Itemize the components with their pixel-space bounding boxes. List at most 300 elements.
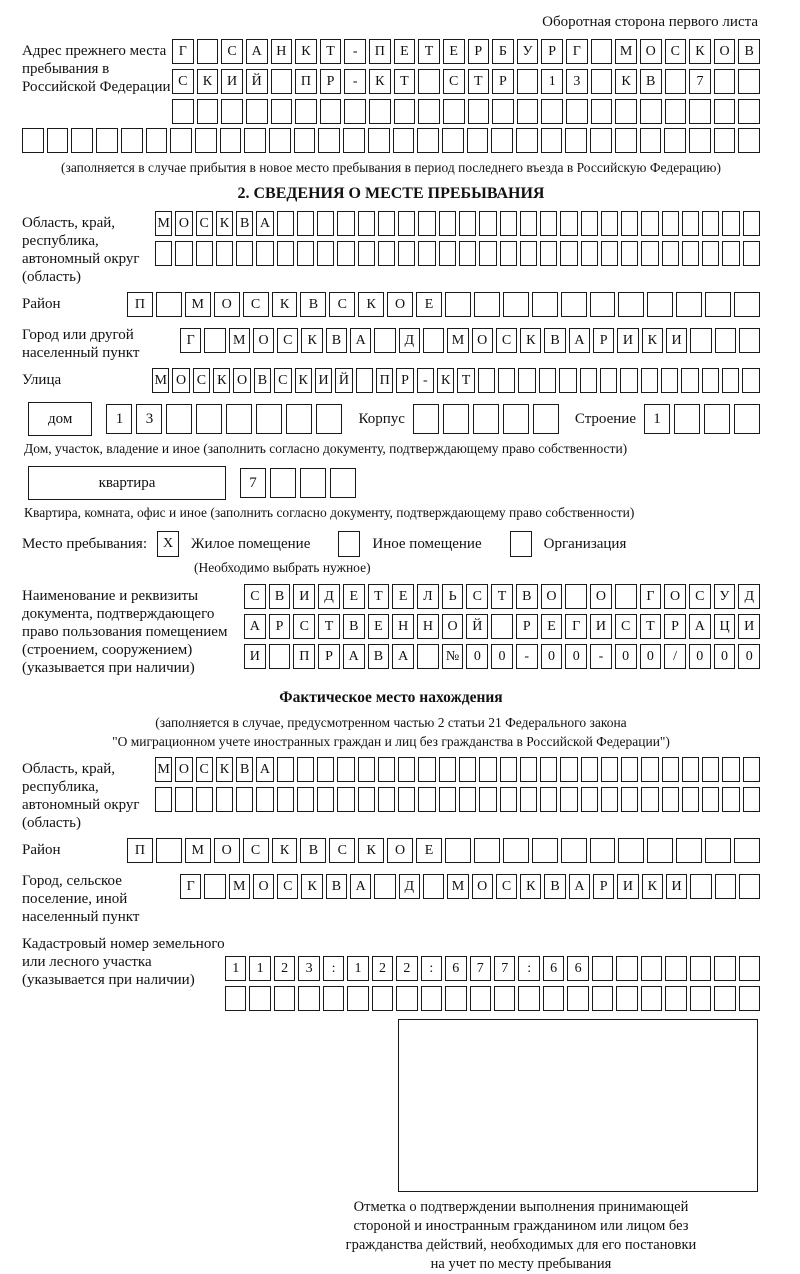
char-box[interactable] <box>459 787 476 812</box>
char-box[interactable] <box>216 787 233 812</box>
char-box[interactable] <box>742 368 759 393</box>
checkbox-residential[interactable]: X <box>157 531 179 557</box>
char-box[interactable] <box>618 292 644 317</box>
char-box[interactable] <box>620 368 637 393</box>
char-box[interactable] <box>714 69 736 94</box>
char-box[interactable] <box>664 128 686 153</box>
char-box[interactable] <box>560 757 577 782</box>
char-box[interactable]: Т <box>318 614 340 639</box>
char-box[interactable]: 0 <box>541 644 563 669</box>
char-box[interactable]: Н <box>417 614 439 639</box>
char-box[interactable]: К <box>358 292 384 317</box>
char-box[interactable]: Д <box>738 584 760 609</box>
char-box[interactable] <box>459 757 476 782</box>
char-box[interactable] <box>601 211 618 236</box>
char-box[interactable] <box>474 292 500 317</box>
char-box[interactable] <box>196 404 222 434</box>
char-box[interactable] <box>704 404 730 434</box>
char-box[interactable]: Н <box>392 614 414 639</box>
char-box[interactable] <box>641 368 658 393</box>
char-box[interactable] <box>372 986 393 1011</box>
char-box[interactable] <box>337 211 354 236</box>
char-box[interactable] <box>581 211 598 236</box>
char-box[interactable]: О <box>664 584 686 609</box>
char-box[interactable]: Р <box>396 368 413 393</box>
char-box[interactable] <box>722 757 739 782</box>
char-box[interactable] <box>520 241 537 266</box>
char-box[interactable] <box>621 757 638 782</box>
char-box[interactable]: Г <box>172 39 194 64</box>
char-box[interactable]: К <box>272 838 298 863</box>
char-box[interactable]: У <box>517 39 539 64</box>
char-box[interactable] <box>295 99 317 124</box>
char-box[interactable]: 1 <box>249 956 270 981</box>
char-box[interactable]: К <box>216 211 233 236</box>
char-box[interactable]: К <box>197 69 219 94</box>
char-box[interactable]: Р <box>492 69 514 94</box>
char-box[interactable] <box>369 99 391 124</box>
char-box[interactable]: Е <box>368 614 390 639</box>
char-box[interactable] <box>22 128 44 153</box>
char-box[interactable]: С <box>665 39 687 64</box>
char-box[interactable] <box>225 986 246 1011</box>
char-box[interactable] <box>439 757 456 782</box>
char-box[interactable] <box>358 787 375 812</box>
char-box[interactable]: К <box>520 328 541 353</box>
char-box[interactable] <box>172 99 194 124</box>
char-box[interactable] <box>641 211 658 236</box>
char-box[interactable]: О <box>172 368 189 393</box>
char-box[interactable] <box>500 757 517 782</box>
char-box[interactable] <box>503 292 529 317</box>
char-box[interactable] <box>621 241 638 266</box>
char-box[interactable]: В <box>326 328 347 353</box>
char-box[interactable] <box>494 986 515 1011</box>
char-box[interactable] <box>298 986 319 1011</box>
char-box[interactable] <box>561 838 587 863</box>
char-box[interactable] <box>682 241 699 266</box>
char-box[interactable] <box>418 787 435 812</box>
char-box[interactable] <box>640 128 662 153</box>
char-box[interactable] <box>297 241 314 266</box>
char-box[interactable]: Т <box>457 368 474 393</box>
char-box[interactable]: У <box>714 584 736 609</box>
char-box[interactable]: К <box>295 368 312 393</box>
char-box[interactable] <box>601 241 618 266</box>
char-box[interactable] <box>500 241 517 266</box>
char-box[interactable] <box>226 404 252 434</box>
char-box[interactable]: К <box>642 874 663 899</box>
char-box[interactable] <box>739 986 760 1011</box>
char-box[interactable] <box>271 99 293 124</box>
char-box[interactable]: Й <box>335 368 352 393</box>
char-box[interactable] <box>256 404 282 434</box>
char-box[interactable] <box>621 787 638 812</box>
char-box[interactable]: Д <box>399 328 420 353</box>
char-box[interactable] <box>662 757 679 782</box>
char-box[interactable] <box>297 757 314 782</box>
char-box[interactable] <box>714 99 736 124</box>
char-box[interactable] <box>71 128 93 153</box>
char-box[interactable] <box>520 211 537 236</box>
char-box[interactable] <box>520 757 537 782</box>
char-box[interactable] <box>540 757 557 782</box>
char-box[interactable] <box>479 757 496 782</box>
char-box[interactable] <box>689 128 711 153</box>
char-box[interactable] <box>702 211 719 236</box>
char-box[interactable]: 7 <box>494 956 515 981</box>
char-box[interactable]: О <box>387 292 413 317</box>
char-box[interactable] <box>478 368 495 393</box>
char-box[interactable] <box>738 69 760 94</box>
char-box[interactable]: 1 <box>644 404 670 434</box>
char-box[interactable]: В <box>516 584 538 609</box>
char-box[interactable]: Д <box>318 584 340 609</box>
char-box[interactable] <box>615 128 637 153</box>
char-box[interactable]: Г <box>180 874 201 899</box>
char-box[interactable]: В <box>236 211 253 236</box>
char-box[interactable] <box>705 838 731 863</box>
char-box[interactable] <box>743 757 760 782</box>
char-box[interactable] <box>518 368 535 393</box>
char-box[interactable]: И <box>315 368 332 393</box>
char-box[interactable] <box>600 368 617 393</box>
char-box[interactable]: Е <box>394 39 416 64</box>
char-box[interactable] <box>358 757 375 782</box>
char-box[interactable] <box>317 241 334 266</box>
char-box[interactable]: / <box>664 644 686 669</box>
char-box[interactable]: - <box>417 368 434 393</box>
char-box[interactable] <box>297 211 314 236</box>
char-box[interactable] <box>421 986 442 1011</box>
char-box[interactable]: О <box>472 874 493 899</box>
char-box[interactable] <box>714 956 735 981</box>
char-box[interactable] <box>641 956 662 981</box>
char-box[interactable]: И <box>738 614 760 639</box>
char-box[interactable]: В <box>544 328 565 353</box>
char-box[interactable] <box>417 644 439 669</box>
char-box[interactable]: А <box>256 211 273 236</box>
char-box[interactable] <box>540 241 557 266</box>
char-box[interactable] <box>317 757 334 782</box>
char-box[interactable]: А <box>343 644 365 669</box>
char-box[interactable] <box>739 956 760 981</box>
char-box[interactable]: С <box>243 838 269 863</box>
char-box[interactable] <box>442 128 464 153</box>
char-box[interactable]: Т <box>320 39 342 64</box>
char-box[interactable] <box>269 128 291 153</box>
char-box[interactable]: О <box>175 757 192 782</box>
char-box[interactable]: И <box>221 69 243 94</box>
char-box[interactable] <box>665 956 686 981</box>
char-box[interactable]: В <box>254 368 271 393</box>
char-box[interactable]: А <box>246 39 268 64</box>
char-box[interactable]: Р <box>593 874 614 899</box>
char-box[interactable] <box>277 787 294 812</box>
char-box[interactable]: Е <box>416 292 442 317</box>
char-box[interactable]: 6 <box>543 956 564 981</box>
char-box[interactable] <box>467 128 489 153</box>
char-box[interactable] <box>277 211 294 236</box>
char-box[interactable]: Л <box>417 584 439 609</box>
char-box[interactable] <box>591 99 613 124</box>
char-box[interactable] <box>256 241 273 266</box>
char-box[interactable]: Р <box>593 328 614 353</box>
char-box[interactable] <box>543 986 564 1011</box>
char-box[interactable] <box>374 328 395 353</box>
char-box[interactable]: Р <box>320 69 342 94</box>
char-box[interactable]: П <box>293 644 315 669</box>
char-box[interactable]: М <box>155 757 172 782</box>
char-box[interactable]: М <box>615 39 637 64</box>
char-box[interactable] <box>197 39 219 64</box>
char-box[interactable]: О <box>233 368 250 393</box>
char-box[interactable] <box>676 292 702 317</box>
char-box[interactable]: Е <box>416 838 442 863</box>
char-box[interactable] <box>641 757 658 782</box>
char-box[interactable] <box>682 787 699 812</box>
char-box[interactable]: В <box>343 614 365 639</box>
char-box[interactable]: С <box>196 757 213 782</box>
char-box[interactable]: Р <box>664 614 686 639</box>
char-box[interactable] <box>640 99 662 124</box>
char-box[interactable]: 0 <box>466 644 488 669</box>
char-box[interactable] <box>277 241 294 266</box>
char-box[interactable] <box>256 787 273 812</box>
char-box[interactable] <box>601 787 618 812</box>
char-box[interactable]: Е <box>443 39 465 64</box>
char-box[interactable] <box>665 69 687 94</box>
char-box[interactable] <box>738 128 760 153</box>
char-box[interactable]: С <box>243 292 269 317</box>
char-box[interactable] <box>470 986 491 1011</box>
char-box[interactable]: 0 <box>615 644 637 669</box>
char-box[interactable] <box>418 757 435 782</box>
char-box[interactable] <box>398 787 415 812</box>
char-box[interactable]: - <box>516 644 538 669</box>
char-box[interactable] <box>532 838 558 863</box>
char-box[interactable]: С <box>196 211 213 236</box>
char-box[interactable]: - <box>590 644 612 669</box>
char-box[interactable] <box>715 874 736 899</box>
char-box[interactable] <box>318 128 340 153</box>
char-box[interactable]: Е <box>343 584 365 609</box>
char-box[interactable] <box>155 241 172 266</box>
char-box[interactable]: С <box>496 328 517 353</box>
char-box[interactable] <box>690 874 711 899</box>
char-box[interactable]: 3 <box>298 956 319 981</box>
char-box[interactable] <box>565 128 587 153</box>
char-box[interactable] <box>621 211 638 236</box>
char-box[interactable] <box>722 241 739 266</box>
char-box[interactable] <box>343 128 365 153</box>
char-box[interactable]: А <box>350 874 371 899</box>
char-box[interactable]: М <box>229 874 250 899</box>
char-box[interactable] <box>439 241 456 266</box>
char-box[interactable] <box>722 787 739 812</box>
char-box[interactable]: Г <box>565 614 587 639</box>
char-box[interactable] <box>378 211 395 236</box>
char-box[interactable] <box>689 99 711 124</box>
char-box[interactable] <box>491 614 513 639</box>
char-box[interactable]: М <box>447 328 468 353</box>
char-box[interactable]: К <box>689 39 711 64</box>
char-box[interactable] <box>398 211 415 236</box>
char-box[interactable] <box>591 39 613 64</box>
char-box[interactable] <box>690 328 711 353</box>
char-box[interactable] <box>479 787 496 812</box>
char-box[interactable]: О <box>442 614 464 639</box>
char-box[interactable] <box>517 69 539 94</box>
char-box[interactable]: : <box>518 956 539 981</box>
char-box[interactable] <box>413 404 439 434</box>
char-box[interactable]: Т <box>368 584 390 609</box>
char-box[interactable] <box>337 787 354 812</box>
char-box[interactable] <box>96 128 118 153</box>
char-box[interactable] <box>443 99 465 124</box>
char-box[interactable] <box>197 99 219 124</box>
char-box[interactable] <box>581 757 598 782</box>
char-box[interactable] <box>615 584 637 609</box>
char-box[interactable]: Т <box>640 614 662 639</box>
char-box[interactable] <box>220 128 242 153</box>
char-box[interactable]: С <box>329 292 355 317</box>
char-box[interactable]: С <box>193 368 210 393</box>
char-box[interactable] <box>492 99 514 124</box>
char-box[interactable] <box>503 404 529 434</box>
char-box[interactable]: : <box>323 956 344 981</box>
char-box[interactable] <box>498 368 515 393</box>
char-box[interactable]: О <box>387 838 413 863</box>
char-box[interactable]: : <box>421 956 442 981</box>
char-box[interactable]: 3 <box>136 404 162 434</box>
char-box[interactable]: О <box>253 328 274 353</box>
char-box[interactable] <box>274 986 295 1011</box>
char-box[interactable] <box>539 368 556 393</box>
char-box[interactable]: Е <box>541 614 563 639</box>
char-box[interactable] <box>423 874 444 899</box>
char-box[interactable] <box>743 211 760 236</box>
char-box[interactable] <box>503 838 529 863</box>
char-box[interactable]: П <box>369 39 391 64</box>
char-box[interactable] <box>155 787 172 812</box>
char-box[interactable] <box>739 874 760 899</box>
char-box[interactable]: - <box>344 69 366 94</box>
char-box[interactable]: 0 <box>714 644 736 669</box>
char-box[interactable]: М <box>229 328 250 353</box>
char-box[interactable] <box>221 99 243 124</box>
char-box[interactable] <box>722 368 739 393</box>
char-box[interactable] <box>317 211 334 236</box>
char-box[interactable] <box>320 99 342 124</box>
char-box[interactable] <box>418 69 440 94</box>
char-box[interactable] <box>581 241 598 266</box>
char-box[interactable]: 7 <box>240 468 266 498</box>
char-box[interactable]: Е <box>392 584 414 609</box>
char-box[interactable]: К <box>358 838 384 863</box>
char-box[interactable] <box>702 787 719 812</box>
char-box[interactable] <box>204 874 225 899</box>
char-box[interactable]: К <box>301 874 322 899</box>
char-box[interactable]: 1 <box>225 956 246 981</box>
char-box[interactable] <box>734 404 760 434</box>
char-box[interactable] <box>491 128 513 153</box>
char-box[interactable]: В <box>326 874 347 899</box>
char-box[interactable]: Р <box>468 39 490 64</box>
char-box[interactable] <box>393 128 415 153</box>
char-box[interactable] <box>175 241 192 266</box>
char-box[interactable] <box>540 211 557 236</box>
char-box[interactable]: О <box>541 584 563 609</box>
char-box[interactable]: 0 <box>565 644 587 669</box>
char-box[interactable] <box>47 128 69 153</box>
char-box[interactable]: 3 <box>566 69 588 94</box>
char-box[interactable]: 7 <box>470 956 491 981</box>
char-box[interactable]: 0 <box>640 644 662 669</box>
char-box[interactable]: В <box>640 69 662 94</box>
char-box[interactable] <box>196 787 213 812</box>
char-box[interactable]: Г <box>640 584 662 609</box>
char-box[interactable]: И <box>666 328 687 353</box>
char-box[interactable] <box>146 128 168 153</box>
char-box[interactable] <box>156 838 182 863</box>
char-box[interactable]: Ь <box>442 584 464 609</box>
char-box[interactable] <box>378 757 395 782</box>
char-box[interactable] <box>674 404 700 434</box>
char-box[interactable]: С <box>496 874 517 899</box>
char-box[interactable]: 2 <box>372 956 393 981</box>
char-box[interactable]: С <box>466 584 488 609</box>
char-box[interactable]: С <box>172 69 194 94</box>
char-box[interactable]: В <box>300 292 326 317</box>
char-box[interactable]: С <box>615 614 637 639</box>
char-box[interactable] <box>347 986 368 1011</box>
char-box[interactable] <box>533 404 559 434</box>
char-box[interactable]: Д <box>399 874 420 899</box>
char-box[interactable]: В <box>300 838 326 863</box>
char-box[interactable] <box>591 69 613 94</box>
char-box[interactable]: С <box>221 39 243 64</box>
char-box[interactable]: № <box>442 644 464 669</box>
char-box[interactable] <box>738 99 760 124</box>
char-box[interactable]: М <box>155 211 172 236</box>
char-box[interactable]: С <box>244 584 266 609</box>
char-box[interactable]: О <box>590 584 612 609</box>
char-box[interactable] <box>479 211 496 236</box>
char-box[interactable] <box>277 757 294 782</box>
char-box[interactable] <box>398 757 415 782</box>
char-box[interactable] <box>518 986 539 1011</box>
char-box[interactable] <box>559 368 576 393</box>
char-box[interactable]: И <box>590 614 612 639</box>
char-box[interactable] <box>702 757 719 782</box>
char-box[interactable] <box>681 368 698 393</box>
char-box[interactable] <box>705 292 731 317</box>
char-box[interactable]: - <box>344 39 366 64</box>
char-box[interactable]: О <box>175 211 192 236</box>
char-box[interactable] <box>271 69 293 94</box>
char-box[interactable] <box>423 328 444 353</box>
char-box[interactable]: С <box>293 614 315 639</box>
char-box[interactable]: С <box>329 838 355 863</box>
char-box[interactable] <box>590 838 616 863</box>
char-box[interactable] <box>601 757 618 782</box>
char-box[interactable]: Т <box>418 39 440 64</box>
char-box[interactable]: О <box>214 292 240 317</box>
char-box[interactable] <box>662 211 679 236</box>
char-box[interactable]: 1 <box>347 956 368 981</box>
char-box[interactable] <box>374 874 395 899</box>
